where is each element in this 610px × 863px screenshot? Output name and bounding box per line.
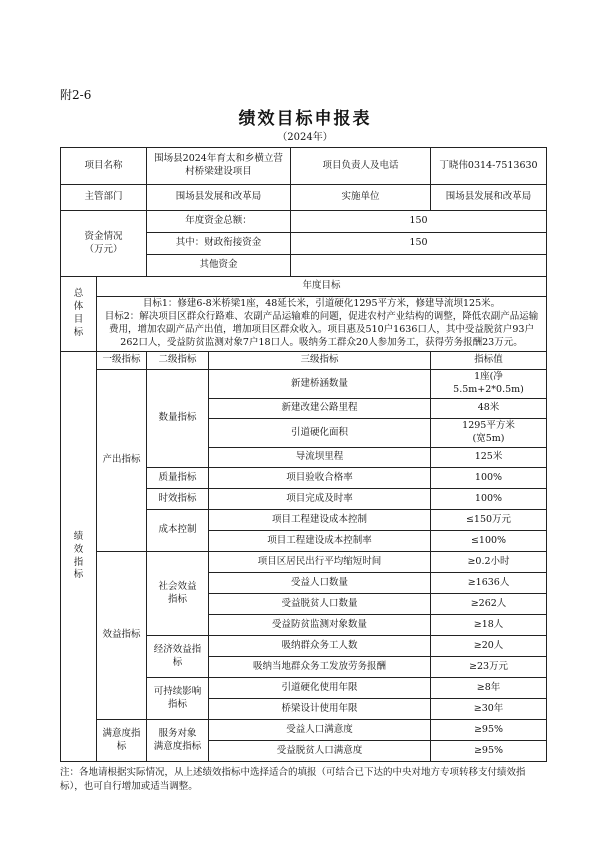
performance-goal-table (60, 147, 547, 762)
funds-label (61, 211, 147, 277)
indicator-value-line: 5.5m+2*0.5m) (453, 384, 524, 395)
indicator-name: 项目工程建设成本控制率 (209, 531, 431, 552)
indicator-name: 受益防贫监测对象数量 (209, 615, 431, 636)
project-owner-label: 项目负责人及电话 (291, 148, 431, 185)
indicator-value: ≥18人 (431, 615, 547, 636)
funds-other-label: 其他资金 (147, 255, 291, 277)
satisfaction-label-line: 标 (116, 740, 127, 752)
indicator-name: 受益人口数量 (209, 573, 431, 594)
overall-goal-label (61, 277, 97, 352)
indicator-name: 项目完成及时率 (209, 489, 431, 510)
indicator-value: ≥1636人 (431, 573, 547, 594)
indicator-header-row (61, 352, 547, 370)
social-benefit-label-line: 社会效益 (158, 580, 197, 592)
funds-label-line2: （万元） (84, 243, 123, 255)
indicator-value: ≥20人 (431, 636, 547, 657)
indicator-name: 引道硬化面积 (209, 419, 431, 448)
cost-indicator-label: 成本控制 (147, 510, 209, 552)
indicator-value (431, 419, 547, 448)
indicator-name: 新建改建公路里程 (209, 399, 431, 419)
annual-goal-header: 年度目标 (97, 277, 547, 297)
overall-label-char: 标 (73, 326, 84, 338)
indicator-value-line: (宽5m) (472, 433, 505, 444)
indicator-name: 新建桥涵数量 (209, 370, 431, 399)
sustainable-label-line: 可持续影响 (153, 685, 202, 697)
indicator-value: ≥30年 (431, 699, 547, 720)
funds-total-label: 年度资金总额： (147, 211, 291, 233)
indicator-value: ≤150万元 (431, 510, 547, 531)
sustainable-label-line: 指标 (168, 698, 188, 710)
indicator-value: ≥262人 (431, 594, 547, 615)
indicator-name: 项目验收合格率 (209, 468, 431, 489)
document-year: （2024年） (277, 132, 333, 143)
sustainable-impact-label (147, 678, 209, 720)
overall-goal-text (97, 297, 547, 352)
indicator-value: ≤100% (431, 531, 547, 552)
funds-fiscal-label: 其中：财政衔接资金 (147, 233, 291, 255)
attachment-tag: 附2-6 (60, 88, 92, 102)
indicators-label (61, 352, 97, 762)
funds-total-row (61, 211, 547, 233)
funds-total-value: 150 (291, 211, 547, 233)
indicator-name: 受益人口满意度 (209, 720, 431, 741)
dept-label: 主管部门 (61, 185, 147, 211)
service-label-line: 满意度指标 (153, 740, 202, 752)
indicator-value: ≥8年 (431, 678, 547, 699)
impl-label: 实施单位 (291, 185, 431, 211)
indicator-value: 48米 (431, 399, 547, 419)
timeliness-indicator-label: 时效指标 (147, 489, 209, 510)
indicator-value-line: 1295平方米 (462, 420, 515, 432)
funds-label-line1: 资金情况 (84, 230, 123, 242)
indicator-value: 100% (431, 489, 547, 510)
indicators-label-char: 效 (73, 543, 84, 555)
impl-value: 围场县发展和改革局 (431, 185, 547, 211)
indicators-label-char: 绩 (73, 530, 84, 542)
indicator-name: 导流坝里程 (209, 448, 431, 468)
indicator-value: ≥95% (431, 720, 547, 741)
indicator-value (431, 370, 547, 399)
economic-benefit-label: 经济效益指标 (147, 636, 209, 678)
goal-2: 目标2：解决项目区群众行路难、农副产品运输难的问题，促进农村产业结构的调整，降低农副产品运输费用，增加农副产品产出值，增加项目区群众收入。项目惠及510户1636口人，其中受益脱贫户93户262口人，受益防贫监测对象7户18口人。吸纳务工群众20人参加务工，获得劳务报酬23万元。 (104, 311, 539, 348)
table-row (61, 370, 547, 399)
project-name-label: 项目名称 (61, 148, 147, 185)
satisfaction-indicator-label (97, 720, 147, 762)
satisfaction-label-line: 满意度指 (102, 727, 141, 739)
indicator-value: 125米 (431, 448, 547, 468)
header-level3: 三级指标 (209, 352, 431, 370)
funds-other-value (291, 255, 547, 277)
indicators-label-char: 指 (73, 556, 84, 568)
indicator-name: 桥梁设计使用年限 (209, 699, 431, 720)
quality-indicator-label: 质量指标 (147, 468, 209, 489)
document-title: 绩效目标申报表 (238, 109, 372, 129)
service-label-line: 服务对象 (158, 727, 197, 739)
indicator-value-line: 1座(净 (474, 371, 503, 383)
project-name-value: 围场县2024年育太和乡横立营村桥梁建设项目 (147, 148, 291, 185)
indicator-value: ≥0.2小时 (431, 552, 547, 573)
goal-1: 目标1：修建6-8米桥梁1座，48延长米，引道硬化1295平方米，修建导流坝125米。 (142, 298, 501, 310)
funds-fiscal-value: 150 (291, 233, 547, 255)
overall-label-char: 体 (73, 301, 84, 313)
indicator-value: ≥23万元 (431, 657, 547, 678)
project-owner-value: 丁晓伟0314-7513630 (431, 148, 547, 185)
output-indicator-label: 产出指标 (97, 370, 147, 552)
indicator-value: 100% (431, 468, 547, 489)
social-benefit-label (147, 552, 209, 636)
header-level1: 一级指标 (97, 352, 147, 370)
indicator-name: 项目工程建设成本控制 (209, 510, 431, 531)
indicator-value: ≥95% (431, 741, 547, 762)
header-value: 指标值 (431, 352, 547, 370)
indicator-name: 受益脱贫人口数量 (209, 594, 431, 615)
overall-goal-row (61, 297, 547, 352)
project-row (61, 148, 547, 185)
indicator-name: 项目区居民出行平均缩短时间 (209, 552, 431, 573)
social-benefit-label-line: 指标 (168, 593, 188, 605)
table-row (61, 720, 547, 741)
indicator-name: 吸纳群众务工人数 (209, 636, 431, 657)
indicators-label-char: 标 (73, 569, 84, 581)
indicator-name: 受益脱贫人口满意度 (209, 741, 431, 762)
table-row (61, 552, 547, 573)
benefit-indicator-label: 效益指标 (97, 552, 147, 720)
indicator-name: 引道硬化使用年限 (209, 678, 431, 699)
service-satisfaction-label (147, 720, 209, 762)
overall-label-char: 目 (73, 314, 84, 325)
overall-header-row (61, 277, 547, 297)
quantity-indicator-label: 数量指标 (147, 370, 209, 468)
indicator-name: 吸纳当地群众务工发放劳务报酬 (209, 657, 431, 678)
dept-row (61, 185, 547, 211)
footnote: 注：各地请根据实际情况，从上述绩效指标中选择适合的填报（可结合已下达的中央对地方专项转移支付绩效指标），也可自行增加或适当调整。 (60, 767, 526, 793)
overall-label-char: 总 (73, 288, 84, 300)
dept-value: 围场县发展和改革局 (147, 185, 291, 211)
header-level2: 二级指标 (147, 352, 209, 370)
